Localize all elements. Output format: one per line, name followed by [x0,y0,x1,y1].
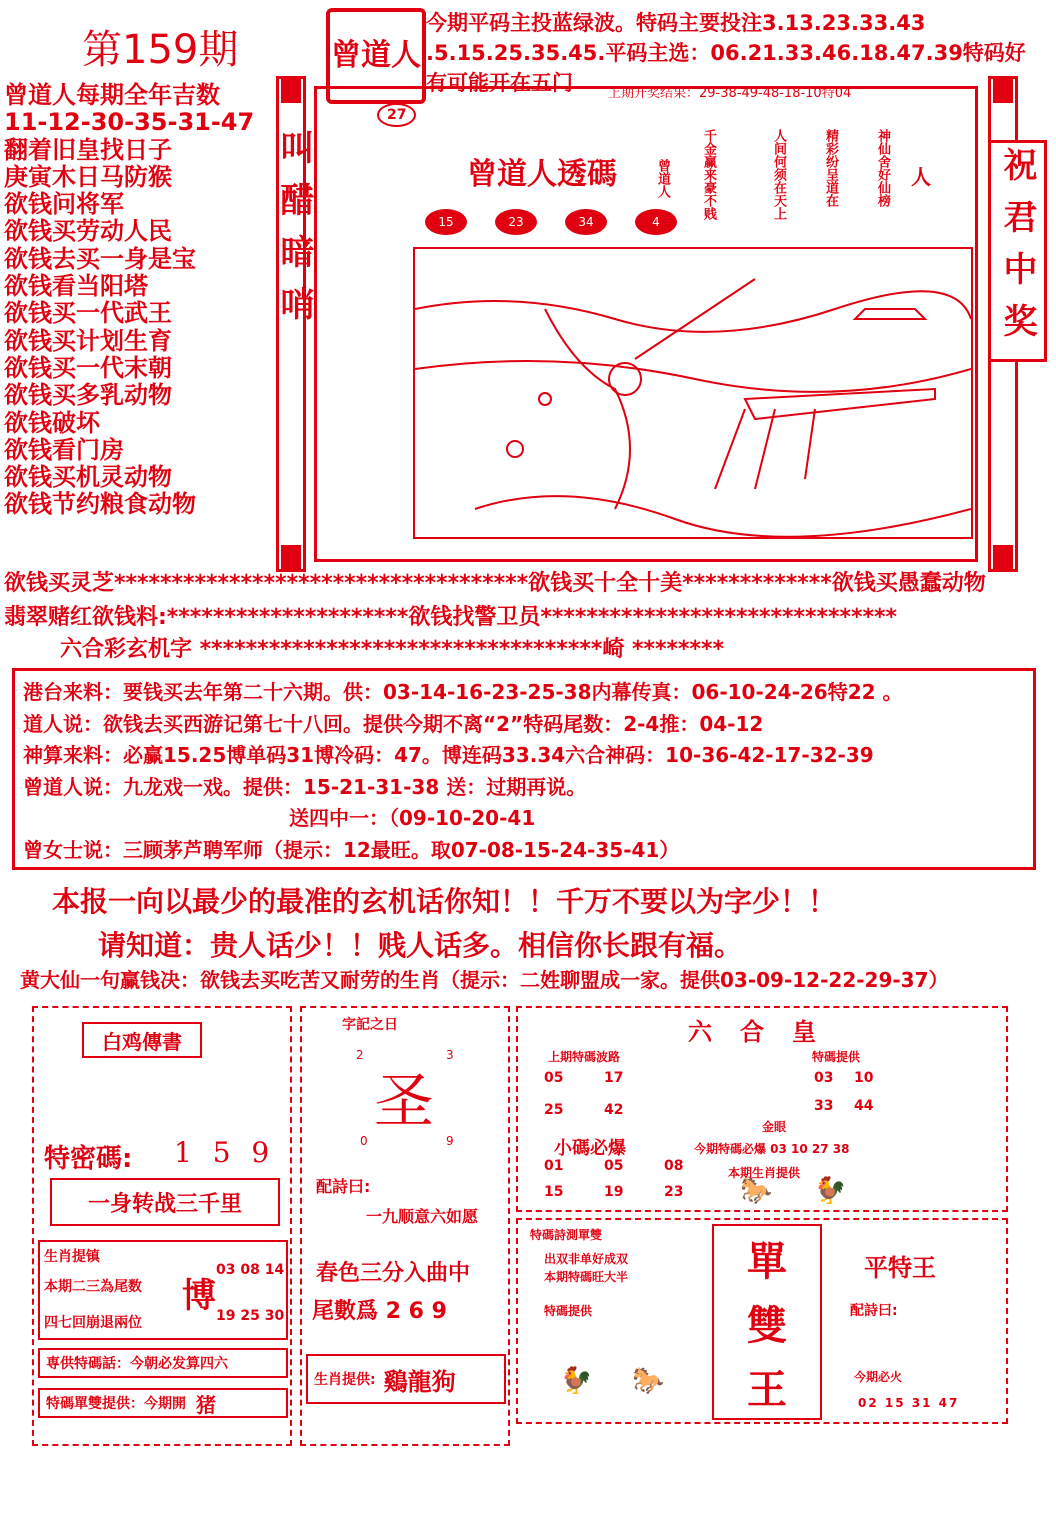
scroll-body [314,86,978,562]
number-ball: 23 [495,209,537,235]
star-line: 六合彩玄机字 ***********************************崎 ******** [60,637,725,662]
panel-character [300,1006,510,1446]
list-item: 欲钱去买一身是宝 [4,244,196,273]
huang-daxian-line: 黄大仙一句赢钱决：欲钱去买吃苦又耐劳的生肖（提示：二姓聊盟成一家。提供03-09-12-22-29-37） [20,968,949,992]
panel-white-crane [32,1006,292,1446]
rooster-icon: 🐓 [560,1366,593,1396]
headline-line: .5.15.25.35.45.平码主选：06.21.33.46.18.47.39特码好 [426,41,1026,65]
list-item: 欲钱看门房 [4,435,124,464]
poem-column: 精彩纷呈道在 [823,129,838,207]
wave-number: 05 [544,1070,564,1086]
list-item: 欲钱节约粮食动物 [4,490,196,519]
number-ball: 34 [565,209,607,235]
poem-column: 神仙舍好仙榜 [875,129,890,207]
info-line: 神算来料：必赢15.25博单码31博冷码：47。博连码33.34六合神码：10-36-42-17-32-39 [23,743,874,767]
list-item: 欲钱问将军 [4,190,124,219]
star-line: 翡翠赌红欲钱料:*********************欲钱找警卫员******************************* [4,605,898,630]
headline-line: 有可能开在五门 [426,71,573,95]
panel-title: 字記之日 [342,1017,398,1033]
list-item: 欲钱买计划生育 [4,326,172,355]
star-line: 欲钱买灵芝************************************欲钱买十全十美*************欲钱买愚蠢动物 [4,571,986,596]
tail-title: 生肖提镇 [44,1249,100,1265]
last-result: 上期开奖结果：29-38-49-48-18-10特04 [608,86,852,101]
number-ball: 4 [635,209,677,235]
small-number: 19 [604,1184,624,1200]
special-numbers: 1 5 9 [174,1136,276,1169]
panel-title: 特碼詩測單雙 [530,1228,603,1242]
zodiac-chars: 鷄龍狗 [383,1367,456,1396]
number-ball: 15 [425,209,467,235]
flat-king: 平特王 [864,1254,936,1282]
small-number: 23 [664,1184,684,1200]
code-numbers [814,1070,894,1114]
left-tips-list [4,82,274,519]
single-double-king [712,1224,822,1420]
list-item: 翻着旧皇找日子 [4,135,172,164]
zodiac-box [306,1354,506,1404]
code-number: 03 [814,1070,834,1086]
landscape-drawing [415,249,971,537]
horse-icon: 🐎 [632,1366,665,1396]
scroll-left-text: 叫醋暗哨 [274,130,314,338]
poem-text: 一九顺意六如愿 [366,1207,479,1226]
panel-liuhe-king [516,1006,1008,1212]
list-item: 欲钱破坏 [4,408,100,437]
bo-numbers: 03 08 14 [216,1262,285,1278]
wave-number: 42 [604,1102,624,1118]
code-number: 10 [854,1070,874,1086]
poem-label: 配詩曰: [850,1303,898,1319]
bo-numbers: 19 25 30 [216,1308,285,1324]
landscape-illustration [413,247,973,539]
small-numbers [544,1158,724,1200]
special-label: 特密碼: [44,1144,133,1174]
list-item: 欲钱买劳动人民 [4,217,172,246]
gold-eye: 金眼 [762,1120,787,1134]
corner-number: 0 [360,1134,368,1148]
wave-number: 25 [544,1102,564,1118]
wave-numbers [544,1070,664,1118]
poem-column: 曾道人 [655,159,670,198]
tail-text: 四七回崩退兩位 [44,1315,142,1331]
final-numbers: 02 15 31 47 [858,1396,960,1410]
list-item: 欲钱买多乳动物 [4,381,172,410]
small-number: 15 [544,1184,564,1200]
big-character: 圣 [374,1067,434,1137]
code-number: 33 [814,1098,834,1114]
wave-number: 17 [604,1070,624,1086]
small-line: 今期特碼必爆 03 10 27 38 [694,1142,850,1156]
pig-char: 猪 [196,1392,216,1417]
corner-number: 2 [356,1048,364,1062]
poem-column: 人间何须在天上 [771,129,786,220]
info-line: 港台来料：要钱买去年第二十六期。供：03-14-16-23-25-38内幕传真：06-10-24-26特22 。 [23,680,903,704]
code-label: 特碼提供 [812,1050,861,1064]
small-number: 01 [544,1158,564,1174]
big-char: 單 [747,1237,787,1285]
headline-line: 今期平码主投蓝绿波。特码主要投注3.13.23.33.43 [426,11,926,35]
info-line: 曾女士说：三顾茅芦聘军师（提示：12最旺。取07-08-15-24-35-41） [23,837,680,862]
poem-column: 千金赢来豪不贱 [701,129,716,220]
rod-cap [993,545,1013,571]
scroll-right-text: 祝君中奖 [988,140,1047,362]
list-item: 欲钱看当阳塔 [4,272,148,301]
tail-numbers: 尾數爲 2 6 9 [312,1299,447,1324]
list-item: 欲钱买一代武王 [4,299,172,328]
info-line: 送四中一：（09-10-20-41 [289,806,536,830]
offer-label: 特碼提供 [544,1304,593,1318]
poem-line: 本期特碼旺大半 [544,1270,629,1284]
small-number: 05 [604,1158,624,1174]
ending-text: 今期必火 [854,1370,903,1384]
tail-box [38,1240,288,1340]
issue-number: 第159期 [82,27,239,73]
special-text: 一身转战三千里 [50,1178,280,1226]
wave-label: 上期特碼波路 [548,1050,621,1064]
seal-stamp: 曾道人 [326,8,426,104]
special-offer: 専供特碼話：今朝必发算四六 [38,1348,288,1378]
corner-number: 9 [446,1134,454,1148]
info-line: 道人说：欲钱去买西游记第七十八回。提供今期不离“2”特码尾数：2-4推：04-12 [23,711,764,736]
single-double [38,1388,288,1418]
horse-icon: 🐎 [740,1176,773,1206]
panel-title: 白鸡傳書 [82,1022,202,1058]
zodiac-label: 生肖提供: [314,1372,376,1388]
spring-line: 春色三分入曲中 [316,1261,471,1286]
list-item: 曾道人每期全年吉数 [4,81,220,109]
info-line: 曾道人说：九龙戏一戏。提供：15-21-31-38 送：过期再说。 [23,774,587,799]
poem-head: 人 [911,165,931,189]
code-number: 44 [854,1098,874,1114]
scroll-badge: 27 [377,103,416,127]
zodiac-offer: 本期生肖提供 [728,1166,801,1180]
small-number: 08 [664,1158,684,1174]
corner-number: 3 [446,1048,454,1062]
single-double-label: 特碼單雙提供：今期開 [46,1396,186,1412]
ball-row [425,209,677,235]
big-char: 雙 [747,1301,787,1349]
scroll-picture [272,76,1020,572]
poem-line: 出双非单好成双 [544,1252,629,1266]
list-item: 欲钱买一代末朝 [4,353,172,382]
rooster-icon: 🐓 [814,1176,847,1206]
slogan: 本报一向以最少的最准的玄机话你知！！千万不要以为字少！！ [52,885,837,918]
list-item: 欲钱买机灵动物 [4,463,172,492]
scroll-title: 曾道人透碼 [467,157,617,192]
slogan: 请知道：贵人话少！！贱人话多。相信你长跟有福。 [98,929,743,962]
list-item: 11-12-30-35-31-47 [4,108,255,137]
small-label: 小碼必爆 [554,1138,626,1159]
panel-title: 六合皇 [688,1018,844,1046]
poem-label: 配詩曰: [316,1177,371,1196]
big-char: 王 [747,1365,787,1413]
info-box [12,668,1036,870]
tail-text: 本期二三為尾数 [44,1279,142,1295]
rod-cap [281,77,301,103]
bo-char: 博 [182,1276,216,1316]
list-item: 庚寅木日马防猴 [4,162,172,191]
rod-cap [993,77,1013,103]
